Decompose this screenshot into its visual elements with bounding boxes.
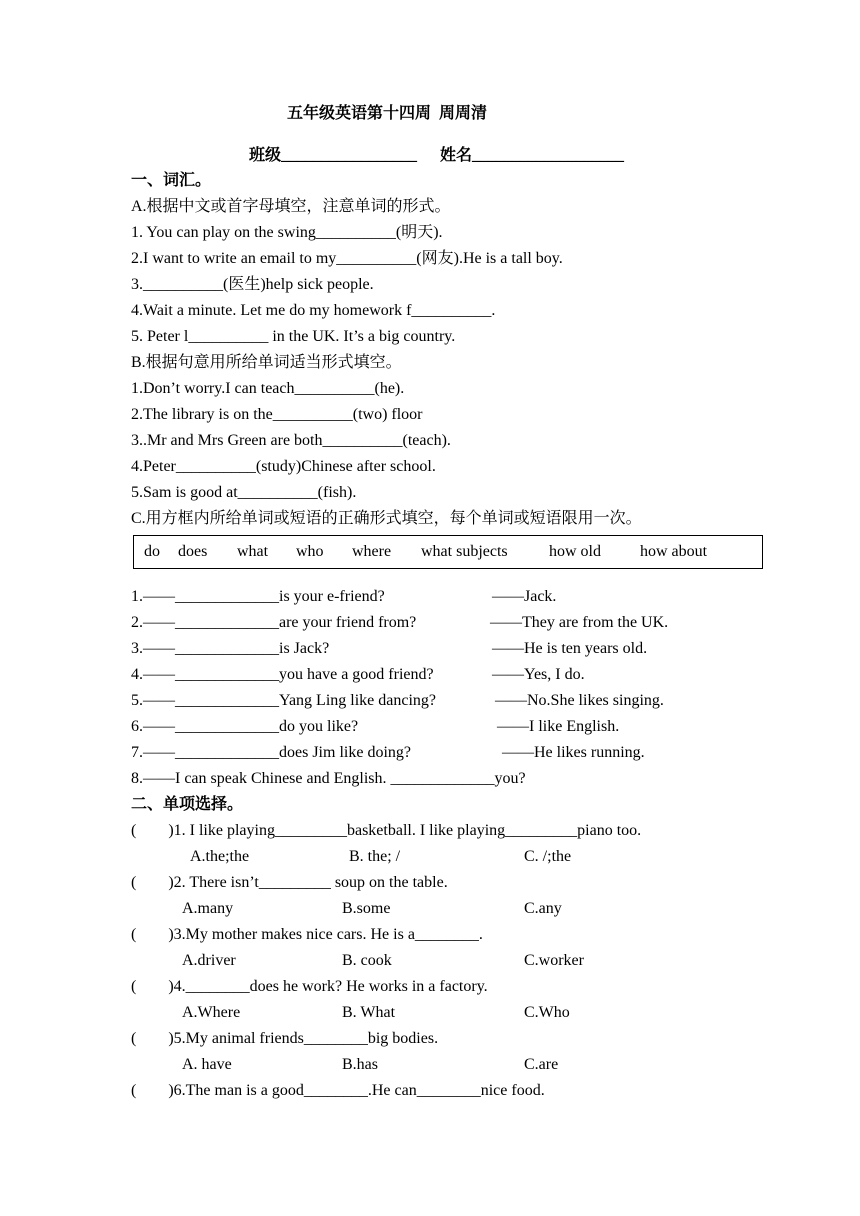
question-c4: 4.——_____________you have a good friend?	[131, 666, 434, 683]
choice-option-b: B. What	[342, 1004, 396, 1021]
question-b3: 3..Mr and Mrs Green are both__________(teach).	[131, 432, 451, 449]
question-c7: 7.——_____________does Jim like doing?	[131, 744, 411, 761]
question-c8: 8.——I can speak Chinese and English. _____________you?	[131, 770, 526, 787]
answer-c1: ——Jack.	[492, 588, 557, 605]
choice-option-a: A.many	[182, 900, 234, 917]
word-bank-item: what	[237, 543, 269, 560]
answer-c4: ——Yes, I do.	[492, 666, 585, 683]
word-bank-item: who	[296, 543, 324, 560]
choice-option-b: B.some	[342, 900, 391, 917]
word-bank-item: how old	[549, 543, 601, 560]
word-bank-item: do	[144, 543, 160, 560]
choice-option-a: A.Where	[182, 1004, 241, 1021]
choice-question-6: ( )6.The man is a good________.He can________nice food.	[131, 1082, 545, 1099]
choice-option-c: C.any	[524, 900, 562, 917]
choice-question-2: ( )2. There isn’t_________ soup on the table.	[131, 874, 448, 891]
part-c-heading: C.用方框内所给单词或短语的正确形式填空，每个单词或短语限用一次。	[131, 510, 642, 527]
choice-option-b: B.has	[342, 1056, 378, 1073]
answer-c3: ——He is ten years old.	[492, 640, 648, 657]
question-a4: 4.Wait a minute. Let me do my homework f__________.	[131, 302, 496, 319]
choice-question-3: ( )3.My mother makes nice cars. He is a________.	[131, 926, 483, 943]
page-title: 五年级英语第十四周 周周清	[287, 105, 488, 122]
choice-question-5: ( )5.My animal friends________big bodies.	[131, 1030, 439, 1047]
question-b5: 5.Sam is good at__________(fish).	[131, 484, 357, 501]
word-bank-item: how about	[640, 543, 708, 560]
word-bank-item: where	[352, 543, 392, 560]
name-field: 姓名___________________	[440, 147, 625, 164]
question-a2: 2.I want to write an email to my__________(网友).He is a tall boy.	[131, 250, 563, 267]
choice-option-c: C.worker	[524, 952, 584, 969]
choice-option-b: B. cook	[342, 952, 392, 969]
choice-option-c: C.are	[524, 1056, 559, 1073]
word-bank-item: what subjects	[421, 543, 508, 560]
answer-c2: ——They are from the UK.	[490, 614, 669, 631]
class-field: 班级_________________	[249, 147, 418, 164]
question-b2: 2.The library is on the__________(two) floor	[131, 406, 423, 423]
choice-option-b: B. the; /	[349, 848, 401, 865]
choice-option-a: A. have	[182, 1056, 232, 1073]
choice-option-c: C. /;the	[524, 848, 572, 865]
question-a1: 1. You can play on the swing__________(明天).	[131, 224, 443, 241]
question-c6: 6.——_____________do you like?	[131, 718, 359, 735]
answer-c7: ——He likes running.	[502, 744, 645, 761]
choice-question-1: ( )1. I like playing_________basketball. I like playing_________piano too.	[131, 822, 642, 839]
question-a3: 3.__________(医生)help sick people.	[131, 276, 374, 293]
question-b1: 1.Don’t worry.I can teach__________(he).	[131, 380, 405, 397]
part-a-heading: A.根据中文或首字母填空，注意单词的形式。	[131, 198, 451, 215]
question-c3: 3.——_____________is Jack?	[131, 640, 330, 657]
word-bank-item: does	[178, 543, 208, 560]
choice-option-a: A.the;the	[190, 848, 250, 865]
choice-option-a: A.driver	[182, 952, 236, 969]
part-b-heading: B.根据句意用所给单词适当形式填空。	[131, 354, 402, 371]
choice-option-c: C.Who	[524, 1004, 570, 1021]
answer-c5: ——No.She likes singing.	[495, 692, 664, 709]
section-vocabulary: 一、词汇。	[131, 172, 212, 189]
question-a5: 5. Peter l__________ in the UK. It’s a big country.	[131, 328, 456, 345]
choice-question-4: ( )4.________does he work? He works in a factory.	[131, 978, 488, 995]
question-c2: 2.——_____________are your friend from?	[131, 614, 417, 631]
answer-c6: ——I like English.	[497, 718, 620, 735]
question-b4: 4.Peter__________(study)Chinese after school.	[131, 458, 436, 475]
question-c1: 1.——_____________is your e-friend?	[131, 588, 385, 605]
section-multiple-choice: 二、单项选择。	[131, 796, 244, 813]
question-c5: 5.——_____________Yang Ling like dancing?	[131, 692, 437, 709]
